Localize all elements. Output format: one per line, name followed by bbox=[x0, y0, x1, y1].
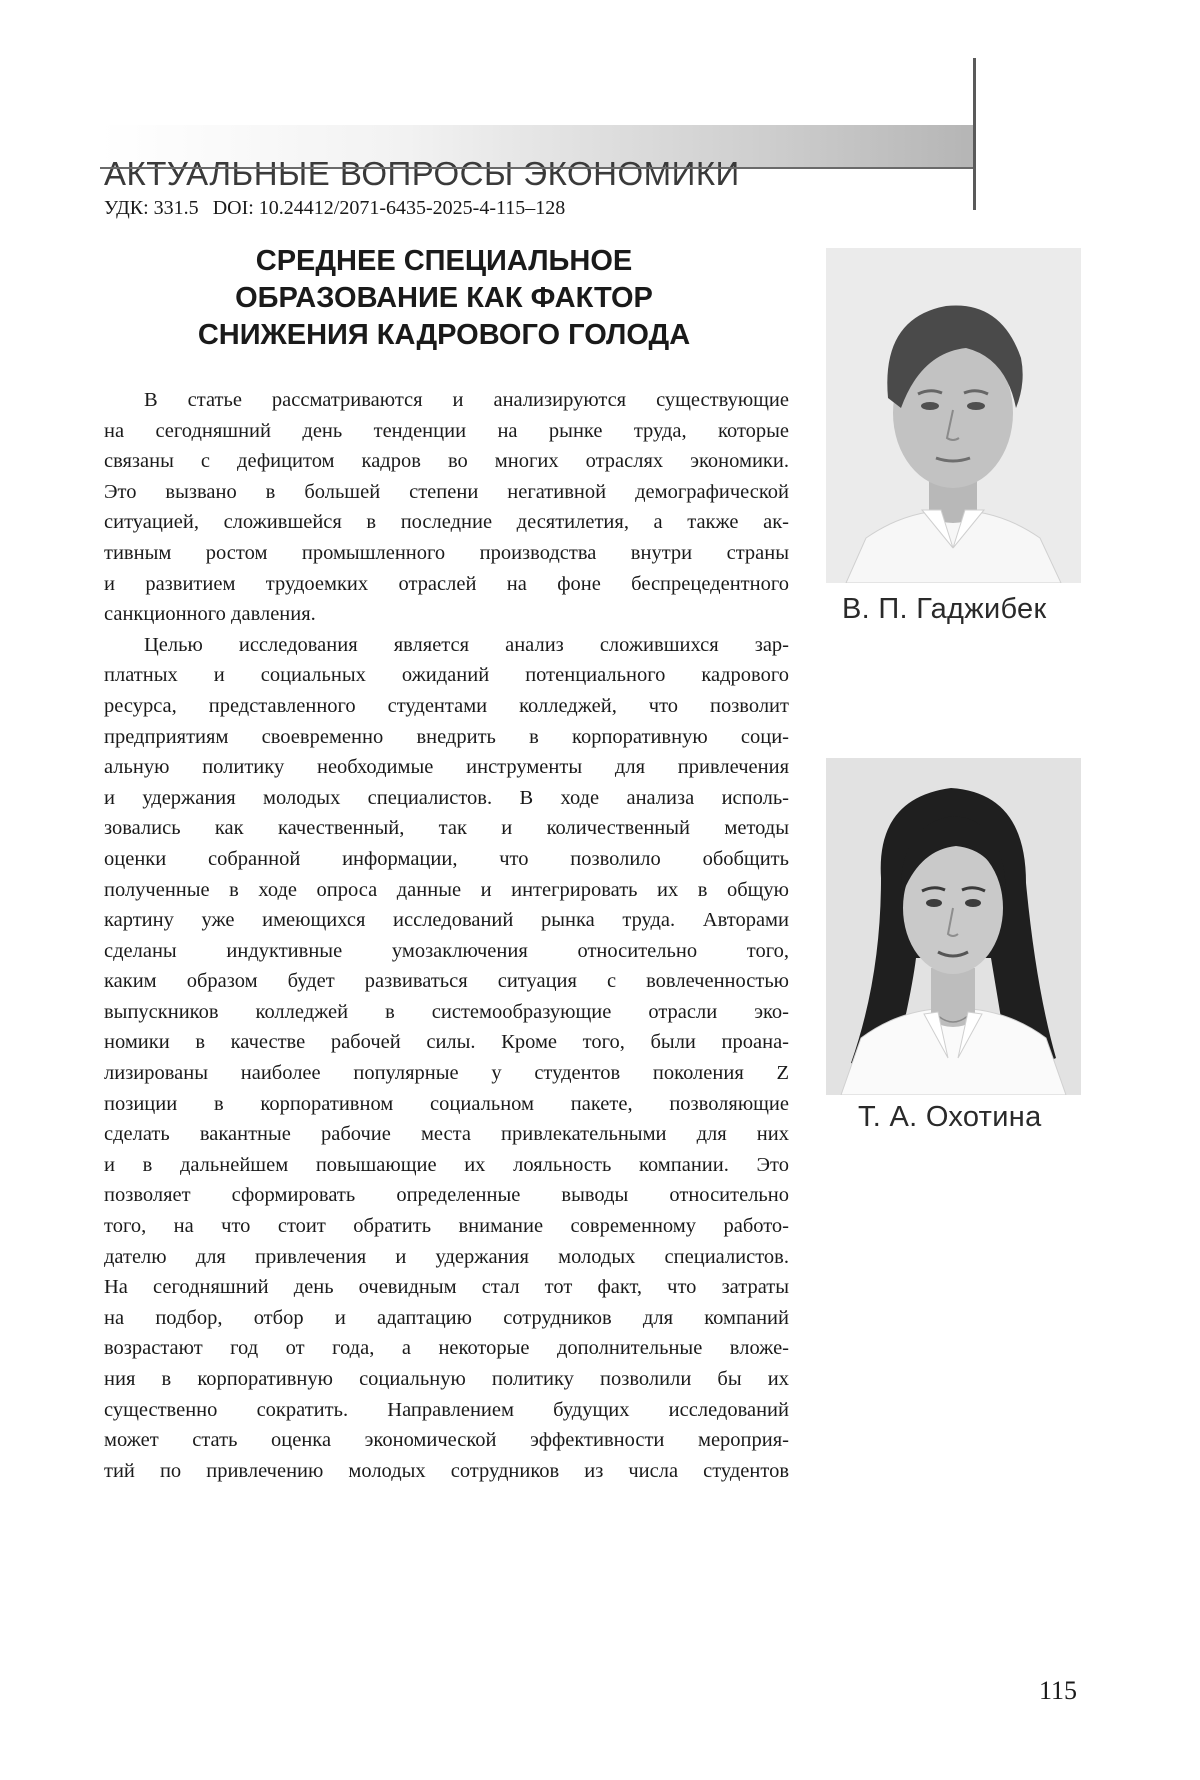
article-title-line: СРЕДНЕЕ СПЕЦИАЛЬНОЕ bbox=[104, 243, 784, 280]
abstract-line: ния в корпоративную социальную политику позволили бы их bbox=[104, 1364, 789, 1395]
section-title: АКТУАЛЬНЫЕ ВОПРОСЫ ЭКОНОМИКИ bbox=[104, 155, 740, 193]
abstract-line: может стать оценка экономической эффективности мероприя- bbox=[104, 1425, 789, 1456]
abstract-line: ресурса, представленного студентами колледжей, что позволит bbox=[104, 691, 789, 722]
udk-doi-line bbox=[104, 197, 565, 220]
abstract-line: на сегодняшний день тенденции на рынке труда, которые bbox=[104, 416, 789, 447]
abstract-line: зовались как качественный, так и количественный методы bbox=[104, 813, 789, 844]
abstract-line: возрастают год от года, а некоторые дополнительные вложе- bbox=[104, 1333, 789, 1364]
abstract-line: существенно сократить. Направлением будущих исследований bbox=[104, 1395, 789, 1426]
abstract-line: позиции в корпоративном социальном пакете, позволяющие bbox=[104, 1089, 789, 1120]
author-name: В. П. Гаджибек bbox=[842, 593, 1046, 626]
abstract-line: картину уже имеющихся исследований рынка труда. Авторами bbox=[104, 905, 789, 936]
article-title-line: ОБРАЗОВАНИЕ КАК ФАКТОР bbox=[104, 280, 784, 317]
abstract-line: на подбор, отбор и адаптацию сотрудников для компаний bbox=[104, 1303, 789, 1334]
abstract-line: В статье рассматриваются и анализируются существующие bbox=[104, 385, 789, 416]
portrait-illustration bbox=[826, 758, 1081, 1095]
abstract-line: и в дальнейшем повышающие их лояльность компании. Это bbox=[104, 1150, 789, 1181]
abstract-line: платных и социальных ожиданий потенциального кадрового bbox=[104, 660, 789, 691]
article-abstract bbox=[104, 385, 789, 1486]
abstract-line: альную политику необходимые инструменты для привлечения bbox=[104, 752, 789, 783]
abstract-line: тий по привлечению молодых сотрудников из числа студентов bbox=[104, 1456, 789, 1487]
section-underline bbox=[100, 167, 975, 169]
abstract-line: лизированы наиболее популярные у студентов поколения Z bbox=[104, 1058, 789, 1089]
doi-code: DOI: 10.24412/2071-6435-2025-4-115–128 bbox=[213, 197, 566, 219]
article-title-line: СНИЖЕНИЯ КАДРОВОГО ГОЛОДА bbox=[104, 317, 784, 354]
abstract-line: дателю для привлечения и удержания молодых специалистов. bbox=[104, 1242, 789, 1273]
abstract-line: и развитием трудоемких отраслей на фоне беспрецедентного bbox=[104, 569, 789, 600]
abstract-line: санкционного давления. bbox=[104, 599, 789, 630]
author-photo bbox=[826, 248, 1081, 583]
abstract-line: и удержания молодых специалистов. В ходе анализа исполь- bbox=[104, 783, 789, 814]
abstract-line: сделать вакантные рабочие места привлекательными для них bbox=[104, 1119, 789, 1150]
page-number: 115 bbox=[1039, 1676, 1077, 1706]
abstract-line: ситуацией, сложившейся в последние десятилетия, а также ак- bbox=[104, 507, 789, 538]
author-name: Т. А. Охотина bbox=[858, 1101, 1042, 1134]
abstract-line: полученные в ходе опроса данные и интегрировать их в общую bbox=[104, 875, 789, 906]
abstract-line: связаны с дефицитом кадров во многих отраслях экономики. bbox=[104, 446, 789, 477]
abstract-line: каким образом будет развиваться ситуация с вовлеченностью bbox=[104, 966, 789, 997]
author-photo bbox=[826, 758, 1081, 1095]
abstract-line: выпускников колледжей в системообразующие отрасли эко- bbox=[104, 997, 789, 1028]
abstract-line: того, на что стоит обратить внимание современному работо- bbox=[104, 1211, 789, 1242]
abstract-line: позволяет сформировать определенные выводы относительно bbox=[104, 1180, 789, 1211]
abstract-line: Целью исследования является анализ сложившихся зар- bbox=[104, 630, 789, 661]
abstract-line: оценки собранной информации, что позволило обобщить bbox=[104, 844, 789, 875]
abstract-line: Это вызвано в большей степени негативной демографической bbox=[104, 477, 789, 508]
article-title bbox=[104, 243, 784, 354]
abstract-line: предприятиям своевременно внедрить в корпоративную соци- bbox=[104, 722, 789, 753]
margin-vertical-rule bbox=[973, 58, 976, 210]
abstract-line: тивным ростом промышленного производства внутри страны bbox=[104, 538, 789, 569]
abstract-line: сделаны индуктивные умозаключения относительно того, bbox=[104, 936, 789, 967]
abstract-line: На сегодняшний день очевидным стал тот факт, что затраты bbox=[104, 1272, 789, 1303]
udk-code: УДК: 331.5 bbox=[104, 197, 199, 219]
portrait-illustration bbox=[826, 248, 1081, 583]
abstract-line: номики в качестве рабочей силы. Кроме того, были проана- bbox=[104, 1027, 789, 1058]
